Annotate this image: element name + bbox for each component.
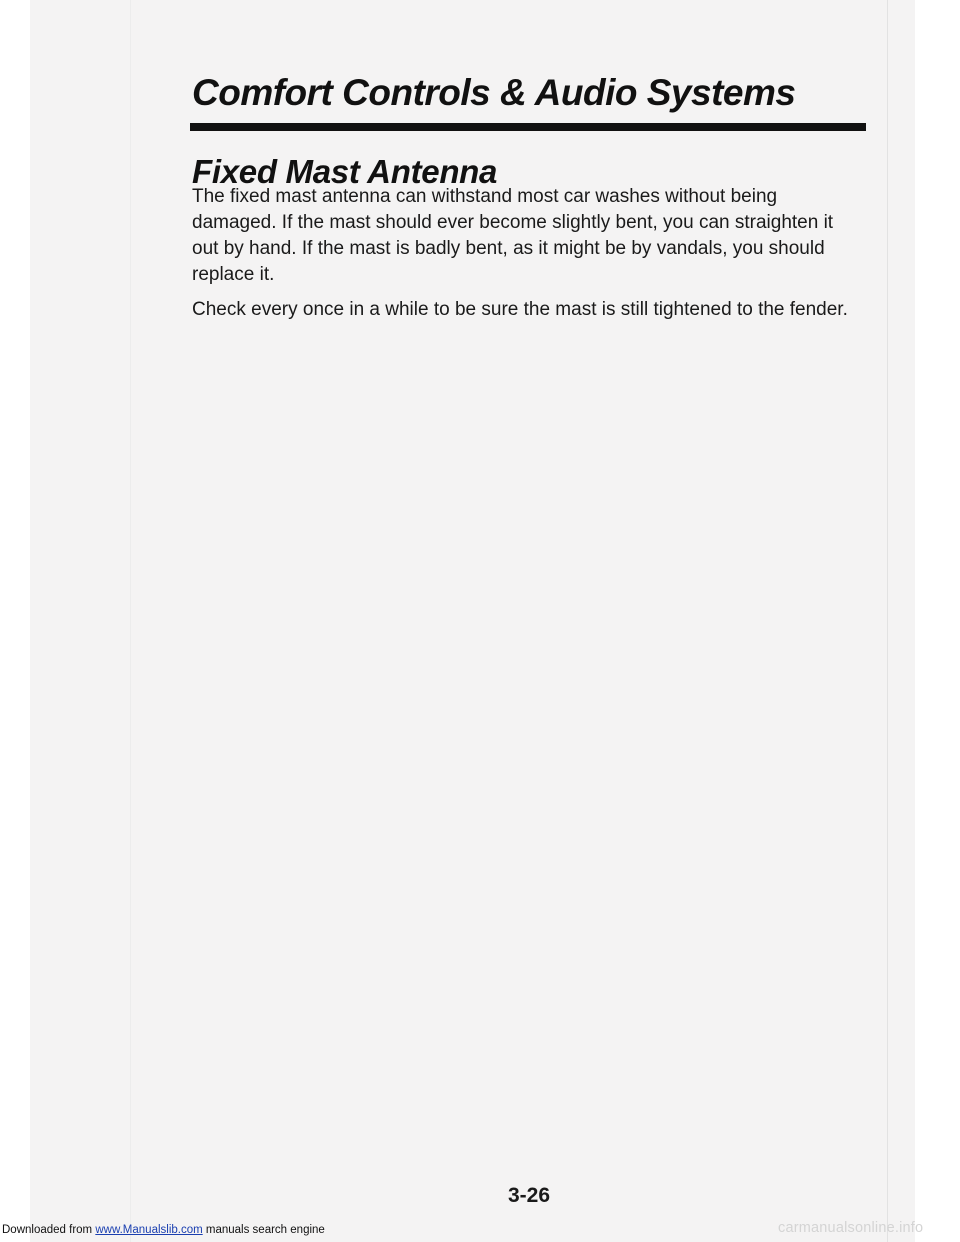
manual-page [30, 0, 915, 1242]
page-edge-line [887, 0, 888, 1242]
manualslib-link[interactable]: www.Manualslib.com [95, 1224, 203, 1236]
title-rule [190, 123, 866, 131]
section-heading: Fixed Mast Antenna [192, 153, 498, 190]
footer-prefix: Downloaded from [2, 1224, 96, 1236]
paragraph-check-tightness: Check every once in a while to be sure the mast is still tightened to the fender. [192, 299, 848, 320]
watermark-text: carmanualsonline.info [778, 1220, 924, 1236]
page-margin-line [130, 0, 131, 1242]
paragraph-antenna-care: The fixed mast antenna can withstand most car washes without being damaged. If the mast should ever become slightly bent, you can straighten it out by hand. If the mast is badly bent, as it might be by vandals, you should replace it. [192, 186, 834, 285]
section-title: Comfort Controls & Audio Systems [192, 72, 796, 113]
footer-suffix: manuals search engine [202, 1224, 325, 1236]
download-footer [2, 1224, 325, 1236]
page-number: 3-26 [508, 1184, 551, 1207]
